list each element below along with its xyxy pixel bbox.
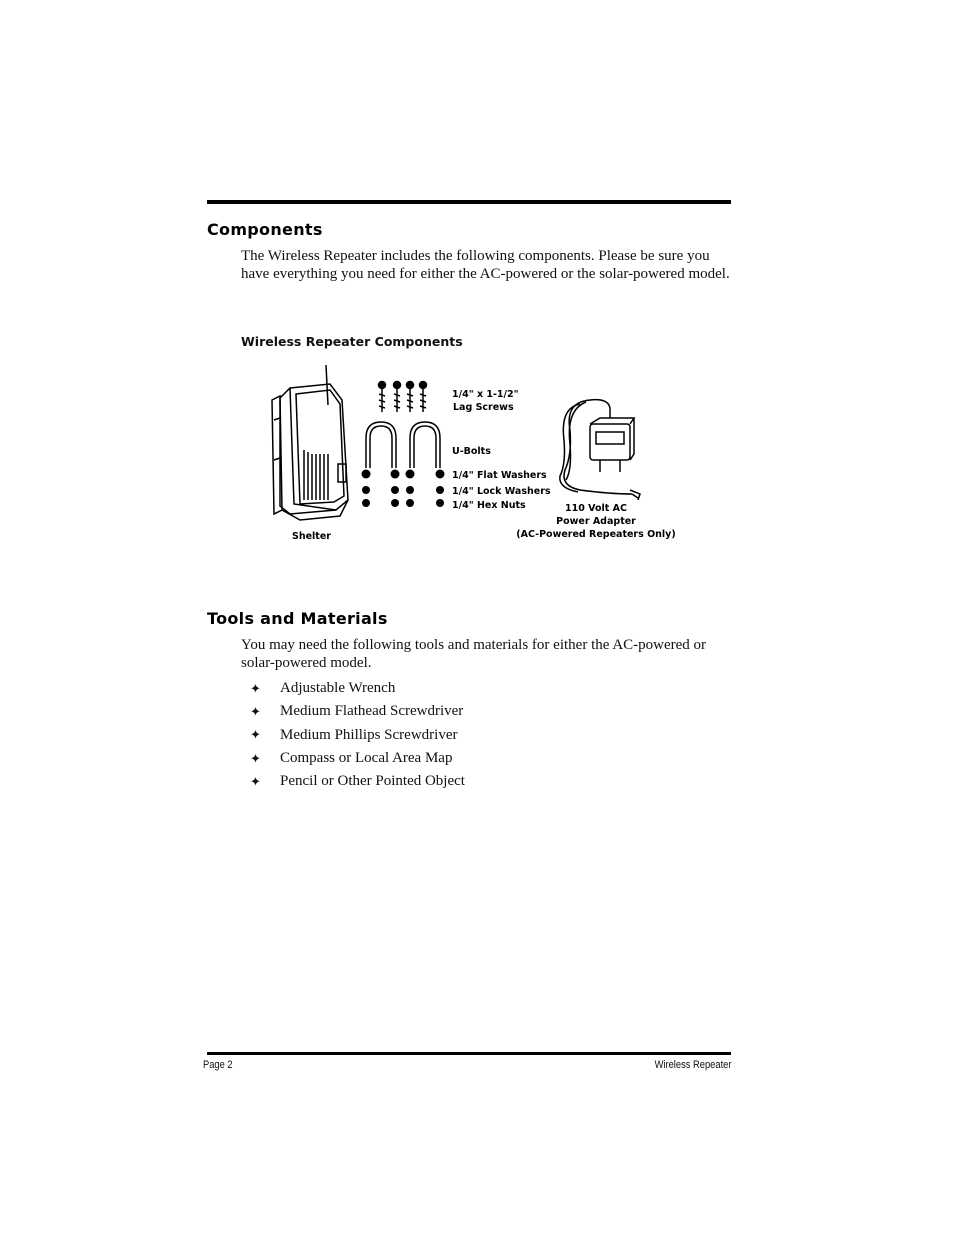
list-item [250, 770, 465, 793]
bullet-icon: ✦ [250, 727, 261, 743]
components-intro: The Wireless Repeater includes the following components. Please be sure you have everything you need for either the AC-powered or the solar-powered model. [241, 248, 730, 282]
flat-washers-label: 1/4" Flat Washers [452, 470, 547, 481]
list-item-text: Pencil or Other Pointed Object [280, 773, 465, 790]
bottom-rule [207, 1052, 731, 1055]
u-bolts-illustration [366, 422, 440, 468]
list-item-text: Medium Phillips Screwdriver [280, 726, 458, 743]
bullet-icon: ✦ [250, 703, 261, 719]
figure-caption: Wireless Repeater Components [241, 334, 463, 349]
hex-nuts-label: 1/4" Hex Nuts [452, 500, 526, 511]
list-item-text: Medium Flathead Screwdriver [280, 703, 464, 720]
adapter-label-line2: Power Adapter [556, 516, 636, 527]
list-item [250, 700, 465, 723]
list-item [250, 747, 465, 770]
tools-intro: You may need the following tools and materials for either the AC-powered or solar-powered model. [241, 637, 707, 671]
list-item-text: Compass or Local Area Map [280, 750, 453, 767]
lag-screws-label-line1: 1/4" x 1-1/2" [452, 389, 519, 400]
bullet-icon: ✦ [250, 680, 261, 696]
tools-list [250, 677, 465, 793]
tools-heading: Tools and Materials [207, 609, 388, 628]
list-item-text: Adjustable Wrench [280, 680, 396, 697]
lag-screws-label-line2: Lag Screws [453, 402, 514, 413]
lag-screws-illustration [379, 382, 427, 413]
bullet-icon: ✦ [250, 773, 261, 789]
components-figure [260, 360, 680, 550]
list-item [250, 677, 465, 700]
components-heading: Components [207, 220, 323, 239]
lock-washers-label: 1/4" Lock Washers [452, 486, 551, 497]
top-rule [207, 200, 731, 204]
adapter-label-line3: (AC-Powered Repeaters Only) [516, 529, 676, 540]
adapter-label-line1: 110 Volt AC [565, 503, 627, 514]
shelter-illustration [272, 365, 348, 520]
u-bolts-label: U-Bolts [452, 446, 491, 457]
bullet-icon: ✦ [250, 750, 261, 766]
footer-page-number: Page 2 [203, 1059, 233, 1071]
footer-title: Wireless Repeater [654, 1059, 731, 1071]
hardware-illustration [362, 470, 445, 508]
shelter-label: Shelter [292, 531, 331, 542]
list-item [250, 724, 465, 747]
power-adapter-illustration [560, 400, 640, 500]
